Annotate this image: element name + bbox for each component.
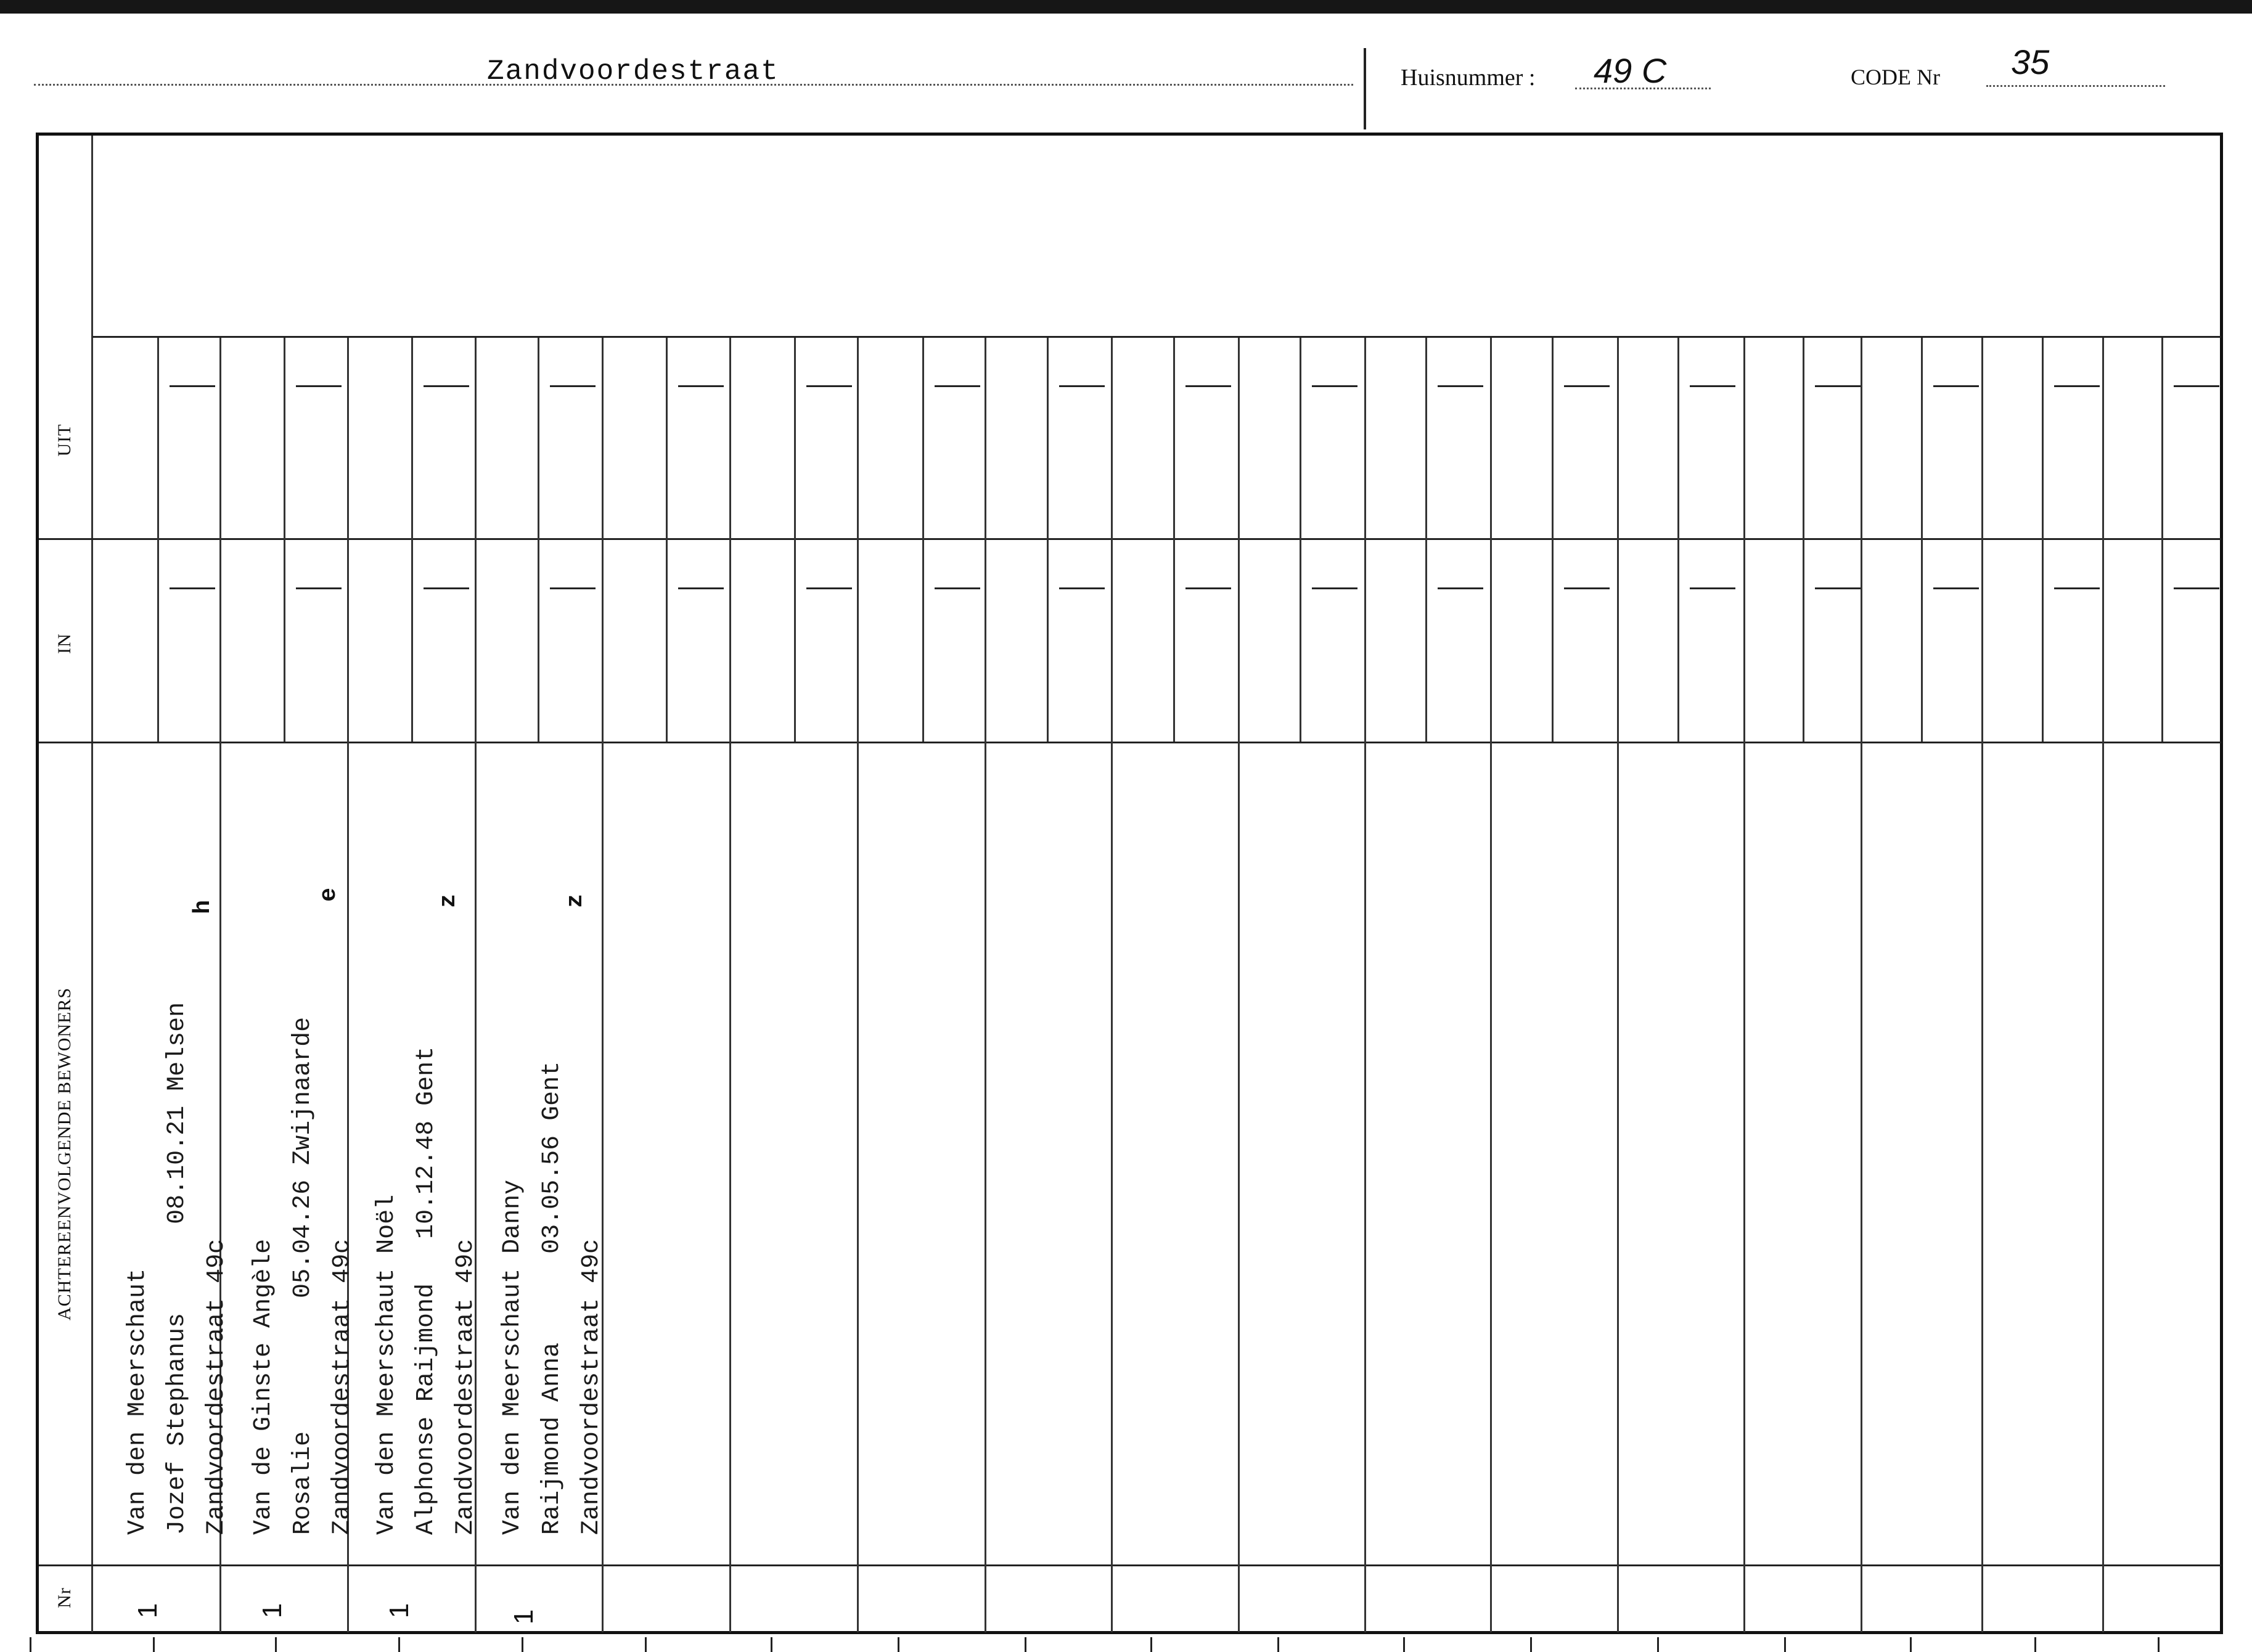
bottom-tick — [275, 1637, 277, 1652]
column-divider — [1617, 338, 1619, 1632]
entry-mark: z — [435, 894, 462, 908]
in-dash — [935, 587, 980, 589]
in-dash — [296, 587, 342, 589]
uit-dash — [1815, 385, 1861, 387]
column-subdivider — [666, 338, 668, 742]
bottom-tick — [1784, 1637, 1786, 1652]
uit-dash — [550, 385, 596, 387]
resident-name: Van de Ginste Angèle — [250, 1238, 277, 1535]
uit-dash — [2054, 385, 2100, 387]
uit-dash — [1564, 385, 1610, 387]
in-dash — [2174, 587, 2219, 589]
in-dash — [2054, 587, 2100, 589]
resident-details: Jozef Stephanus 08.10.21 Melsen — [163, 1002, 191, 1535]
column-subdivider — [1552, 338, 1554, 742]
column-subdivider — [538, 338, 539, 742]
resident-name: Van den Meerschaut Danny — [499, 1179, 526, 1535]
resident-address: Zandvoordestraat 49c — [578, 1238, 605, 1535]
in-dash — [678, 587, 724, 589]
column-subdivider — [1300, 338, 1301, 742]
bottom-tick — [398, 1637, 400, 1652]
uit-dash — [170, 385, 215, 387]
column-divider — [2102, 338, 2104, 1632]
resident-details: Raijmond Anna 03.05.56 Gent — [538, 1061, 566, 1535]
register-form-frame — [36, 133, 2223, 1634]
in-dash — [1690, 587, 1735, 589]
column-divider — [1490, 338, 1492, 1632]
code-value: 35 — [2011, 43, 2050, 81]
entry-mark: h — [189, 900, 216, 914]
column-subdivider — [1921, 338, 1923, 742]
uit-dash — [1438, 385, 1483, 387]
row-label-bewoners: ACHTEREENVOLGENDE BEWONERS — [54, 987, 75, 1321]
label-column-divider — [91, 136, 93, 1632]
bottom-tick — [1150, 1637, 1152, 1652]
resident-entry — [118, 1002, 237, 1535]
uit-dash — [1933, 385, 1979, 387]
entry-nr: 1 — [133, 1603, 163, 1619]
resident-name: Van den Meerschaut — [124, 1268, 152, 1535]
resident-details: Alphonse Raijmond 10.12.48 Gent — [412, 1046, 440, 1535]
entry-mark: e — [315, 888, 342, 902]
uit-dash — [935, 385, 980, 387]
column-subdivider — [1173, 338, 1175, 742]
in-dash — [170, 587, 215, 589]
column-subdivider — [2042, 338, 2044, 742]
uit-dash — [2174, 385, 2219, 387]
bottom-tick — [153, 1637, 155, 1652]
column-divider — [729, 338, 731, 1632]
uit-dash — [1690, 385, 1735, 387]
in-dash — [1059, 587, 1105, 589]
entry-nr: 1 — [257, 1603, 288, 1619]
column-subdivider — [922, 338, 924, 742]
column-divider — [1364, 338, 1366, 1632]
bottom-tick — [1403, 1637, 1405, 1652]
column-divider — [1743, 338, 1745, 1632]
entry-mark: z — [562, 894, 589, 908]
in-dash — [424, 587, 469, 589]
column-subdivider — [157, 338, 159, 742]
bottom-tick — [771, 1637, 772, 1652]
in-dash — [1564, 587, 1610, 589]
resident-name: Van den Meerschaut Noël — [373, 1194, 401, 1535]
uit-dash — [1185, 385, 1231, 387]
resident-entry — [367, 1047, 486, 1535]
bottom-tick — [522, 1637, 523, 1652]
row-line-bewoners — [39, 1564, 2221, 1566]
resident-address: Zandvoordestraat 49c — [203, 1238, 231, 1535]
in-dash — [806, 587, 852, 589]
resident-entry — [244, 1017, 362, 1535]
uit-dash — [678, 385, 724, 387]
bottom-tick — [30, 1637, 31, 1652]
bottom-tick — [1910, 1637, 1912, 1652]
row-label-uit: UIT — [54, 423, 75, 457]
uit-dash — [296, 385, 342, 387]
bottom-tick — [645, 1637, 647, 1652]
in-dash — [1815, 587, 1861, 589]
code-dotted-line — [1986, 85, 2165, 87]
huisnummer-value: 49 C — [1594, 51, 1667, 90]
bottom-tick — [898, 1637, 899, 1652]
column-divider — [1981, 338, 1983, 1632]
entry-nr: 1 — [384, 1603, 415, 1619]
bottom-tick — [2034, 1637, 2036, 1652]
resident-address: Zandvoordestraat 49c — [329, 1238, 356, 1535]
column-divider — [1861, 338, 1862, 1632]
in-dash — [1312, 587, 1357, 589]
in-dash — [1185, 587, 1231, 589]
uit-dash — [424, 385, 469, 387]
resident-entry — [493, 1061, 612, 1535]
row-label-in: IN — [54, 633, 75, 654]
street-name: Zandvoordestraat — [487, 55, 779, 88]
in-dash — [1933, 587, 1979, 589]
in-dash — [550, 587, 596, 589]
column-subdivider — [411, 338, 413, 742]
column-subdivider — [284, 338, 285, 742]
resident-details: Rosalie 05.04.26 Zwijnaarde — [289, 1016, 317, 1535]
row-line-uit — [39, 538, 2221, 540]
bottom-tick — [1025, 1637, 1026, 1652]
resident-address: Zandvoordestraat 49c — [452, 1238, 480, 1535]
huisnummer-label: Huisnummer : — [1401, 65, 1536, 91]
column-divider — [857, 338, 859, 1632]
column-divider — [985, 338, 986, 1632]
bottom-tick — [1277, 1637, 1279, 1652]
column-divider — [1238, 338, 1240, 1632]
bottom-tick — [1530, 1637, 1532, 1652]
column-subdivider — [1425, 338, 1427, 742]
column-subdivider — [1677, 338, 1679, 742]
row-label-nr: Nr — [54, 1587, 75, 1608]
header-separator — [1364, 48, 1366, 129]
column-subdivider — [1047, 338, 1049, 742]
uit-dash — [806, 385, 852, 387]
uit-dash — [1312, 385, 1357, 387]
code-label: CODE Nr — [1851, 65, 1940, 89]
uit-dash — [1059, 385, 1105, 387]
bottom-tick — [1657, 1637, 1659, 1652]
column-divider — [1111, 338, 1113, 1632]
bottom-tick — [2158, 1637, 2160, 1652]
scan-top-border — [0, 0, 2252, 14]
column-subdivider — [794, 338, 796, 742]
column-subdivider — [2161, 338, 2163, 742]
row-line-in — [39, 742, 2221, 743]
in-dash — [1438, 587, 1483, 589]
entry-nr: 1 — [509, 1609, 539, 1625]
column-subdivider — [1803, 338, 1804, 742]
